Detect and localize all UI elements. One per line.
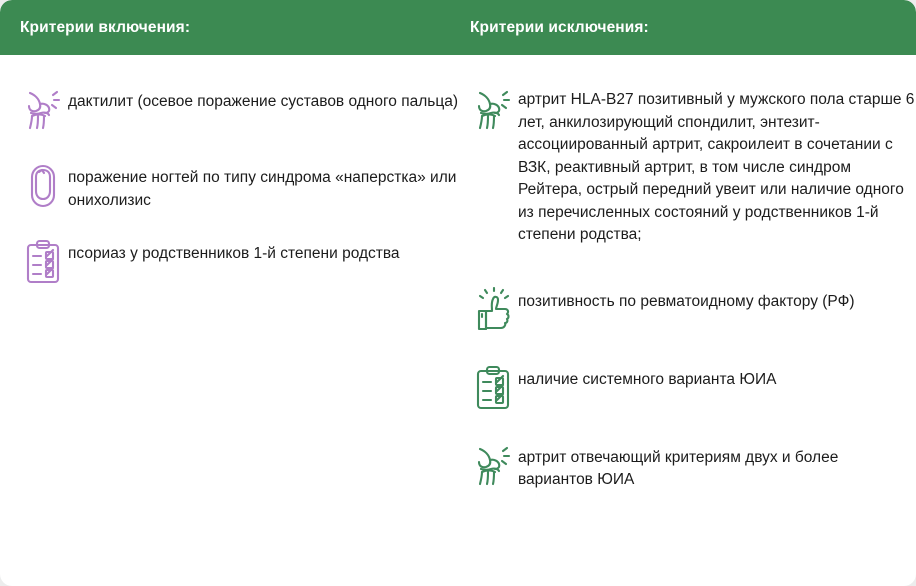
inclusion-criteria-column [0,55,460,586]
list-item-label: псориаз у родственников 1-й степени родства [68,245,400,262]
list-item-label: позитивность по ревматоидному фактору (РФ) [518,292,855,310]
list-item-label: поражение ногтей по типу синдрома «наперстка» или онихолизис [68,169,457,209]
list-item-label: артрит отвечающий критериям двух и более вариантов ЮИА [518,448,839,488]
inclusion-criteria-title: Критерии включения: [20,18,191,36]
joint-pain-icon [18,85,68,137]
joint-pain-icon [468,85,518,137]
exclusion-criteria-title: Критерии исключения: [470,18,649,36]
list-item-label: дактилит (осевое поражение суставов одного пальца) [68,93,459,110]
list-item [468,285,916,337]
list-item [468,441,916,493]
thumbs-up-icon [468,285,518,337]
criteria-columns [0,55,916,586]
list-item-label: артрит HLA-B27 позитивный у мужского пола старше 6 лет, анкилозирующий спондилит, энтезит-ассоциированный артрит, сакроилеит в сочетании с ВЗК, реактивный артрит, в том числе синдром Рейтера, острый передний увеит или наличие одного из перечисленных состояний у родственников 1-й степени родства; [518,91,915,243]
list-item [468,363,916,415]
list-item [468,85,916,247]
clipboard-checklist-icon [18,237,68,289]
list-item [18,85,460,137]
list-item-label: наличие системного варианта ЮИА [518,370,777,388]
card-header [0,0,916,55]
list-item [18,161,460,213]
list-item [18,237,460,289]
joint-pain-icon [468,441,518,493]
exclusion-criteria-column [460,55,916,586]
fingernail-icon [18,161,68,213]
clipboard-checklist-icon [468,363,518,415]
